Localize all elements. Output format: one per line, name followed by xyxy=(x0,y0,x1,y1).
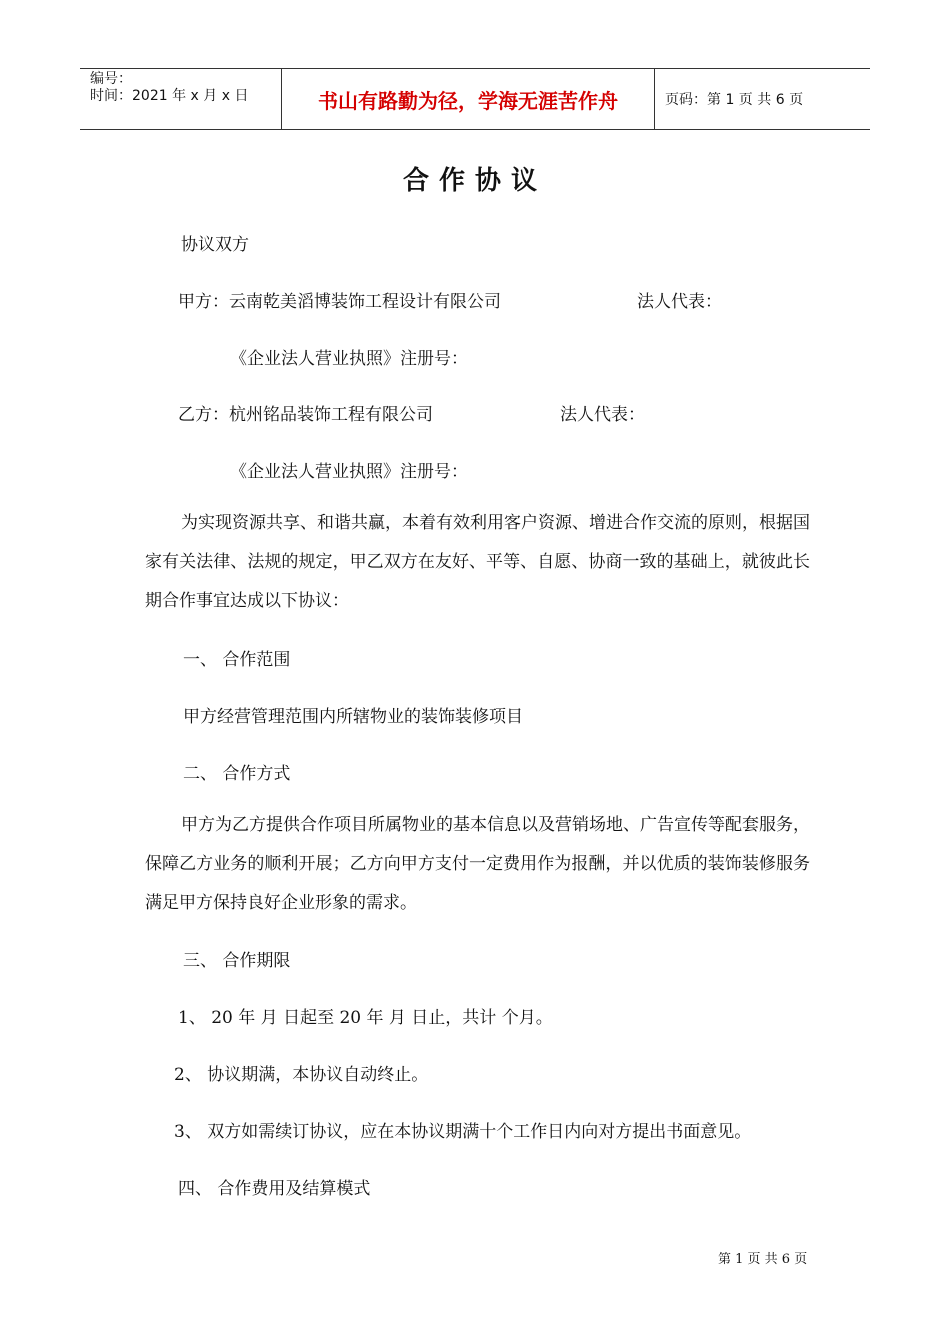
party-a-license: 《企业法人营业执照》注册号： xyxy=(230,349,468,369)
term-item: 3、 双方如需续订协议，应在本协议期满十个工作日内向对方提出书面意见。 xyxy=(174,1122,752,1142)
party-b-rep-label: 法人代表： xyxy=(560,405,645,425)
parties-heading: 协议双方 xyxy=(181,235,249,255)
header-meta xyxy=(80,69,281,129)
section-2-heading: 二、 合作方式 xyxy=(183,764,291,784)
section-1-body: 甲方经营管理范围内所辖物业的装饰装修项目 xyxy=(183,707,523,727)
section-3-heading: 三、 合作期限 xyxy=(183,951,291,971)
header-time-label: 时间：2021 年 x 月 x 日 xyxy=(90,88,249,104)
section-1-heading: 一、 合作范围 xyxy=(183,650,291,670)
party-b-license: 《企业法人营业执照》注册号： xyxy=(230,462,468,482)
term-item: 1、 20 年 月 日起至 20 年 月 日止，共计 个月。 xyxy=(178,1008,553,1028)
page-footer: 第 1 页 共 6 页 xyxy=(718,1252,808,1267)
section-2-body: 甲方为乙方提供合作项目所属物业的基本信息以及营销场地、广告宣传等配套服务，保障乙方业务的顺利开展；乙方向甲方支付一定费用作为报酬，并以优质的装饰装修服务满足甲方保持良好企业形象的需求。 xyxy=(145,815,810,913)
party-a-rep-label: 法人代表： xyxy=(637,292,722,312)
header-page-info: 页码：第 1 页 共 6 页 xyxy=(665,92,804,108)
header-motto: 书山有路勤为径，学海无涯苦作舟 xyxy=(281,69,655,129)
party-a-name: 甲方：云南乾美滔博装饰工程设计有限公司 xyxy=(178,292,501,312)
document-header xyxy=(80,68,870,130)
header-number-label: 编号： xyxy=(90,71,132,87)
term-item: 2、 协议期满，本协议自动终止。 xyxy=(174,1065,429,1085)
section-4-heading: 四、 合作费用及结算模式 xyxy=(178,1179,371,1199)
intro-paragraph: 为实现资源共享、和谐共赢，本着有效利用客户资源、增进合作交流的原则，根据国家有关法律、法规的规定，甲乙双方在友好、平等、自愿、协商一致的基础上，就彼此长期合作事宜达成以下协议： xyxy=(145,513,810,611)
document-title: 合作协议 xyxy=(402,166,547,196)
party-b-name: 乙方：杭州铭品装饰工程有限公司 xyxy=(178,405,433,425)
